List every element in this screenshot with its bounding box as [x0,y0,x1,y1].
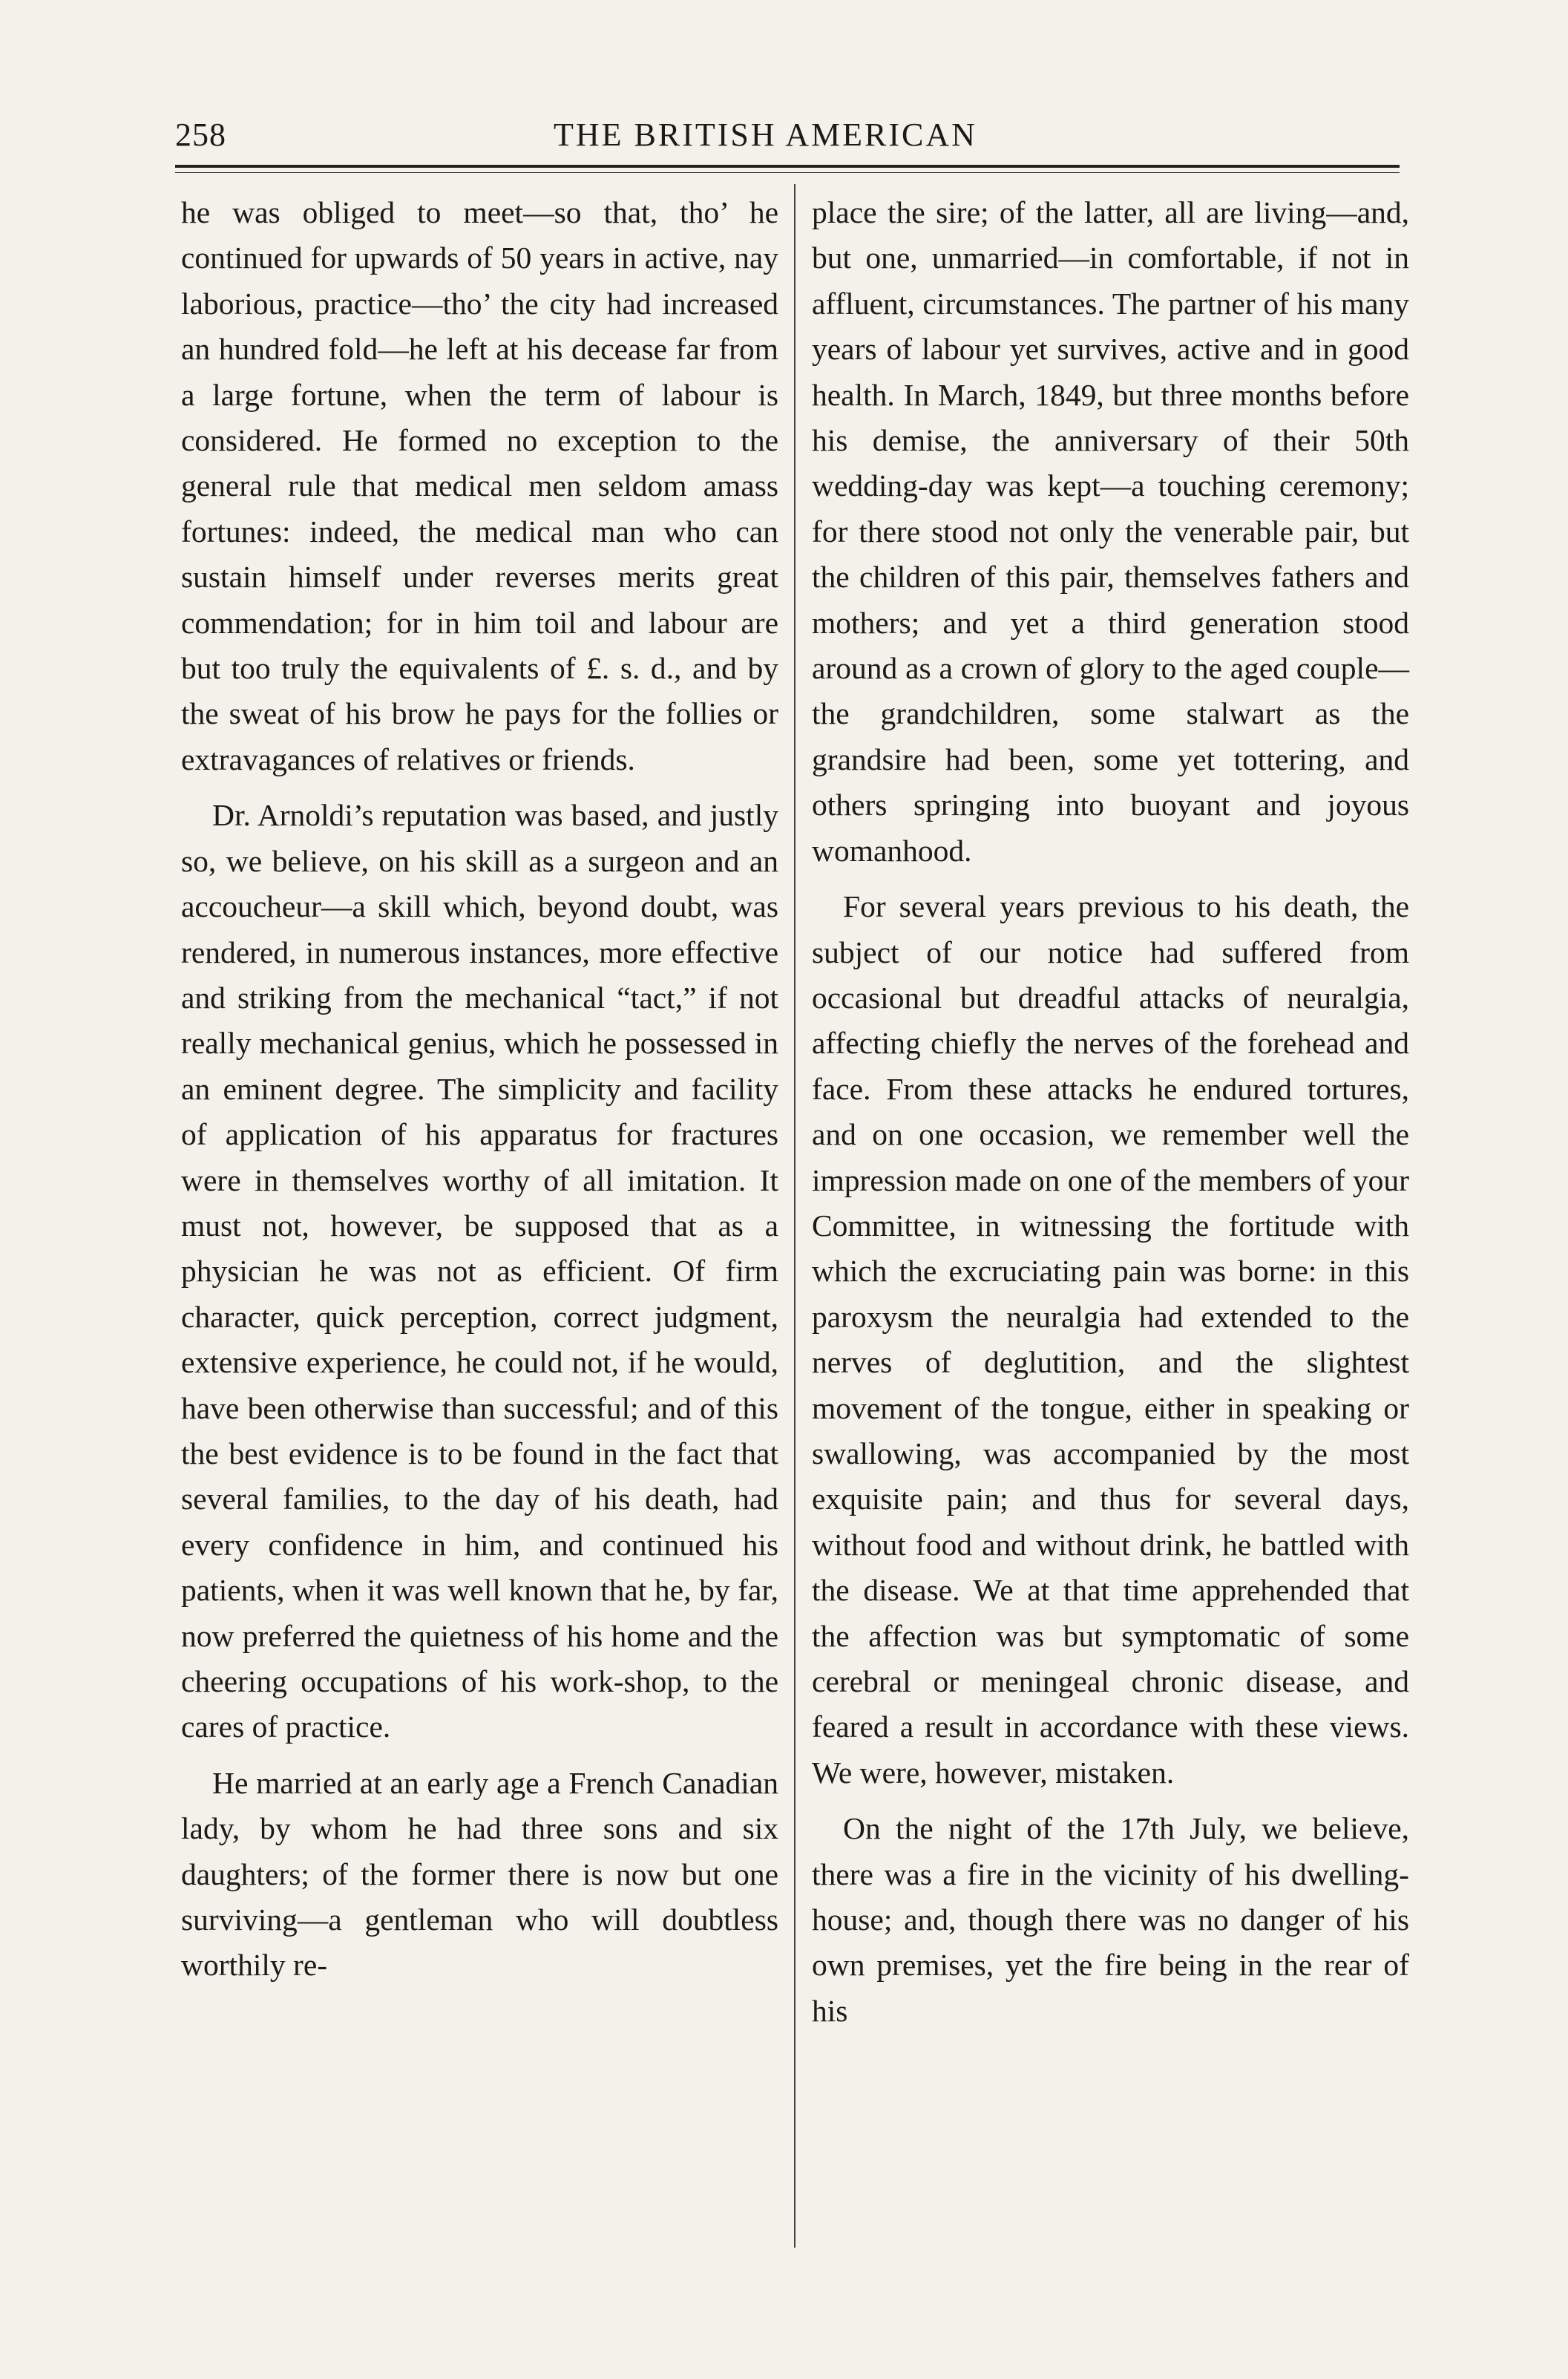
right-column [812,190,1409,2044]
right-paragraph-2: For several years previous to his death, the subject of our notice had suffered from occasional but dreadful attacks of neuralgia, affecting chiefly the nerves of the forehead and face. From these attacks he endured tortures, and on one occasion, we remember well the impression made on one of the members of your Committee, in witnessing the fortitude with which the excruciating pain was borne: in this paroxysm the neuralgia had extended to the nerves of deglutition, and the slightest movement of the tongue, either in speaking or swallowing, was accompanied by the most exquisite pain; and thus for several days, without food and without drink, he battled with the disease. We at that time apprehended that the affection was but symptomatic of some cerebral or meningeal chronic disease, and feared a result in accordance with these views. We were, however, mistaken. [812,889,1409,1790]
right-paragraph-3: On the night of the 17th July, we believe, there was a fire in the vicinity of his dwelling-house; and, though there was no danger of his own premises, yet the fire being in the rear of his [812,1811,1409,2028]
left-paragraph-2: Dr. Arnoldi’s reputation was based, and justly so, we believe, on his skill as a surgeon and an accoucheur—a skill which, beyond doubt, was rendered, in numerous instances, more effective and striking from the mechanical “tact,” if not really mechanical genius, which he possessed in an eminent degree. The simplicity and facility of application of his apparatus for fractures were in themselves worthy of all imitation. It must not, however, be supposed that as a physician he was not as efficient. Of firm character, quick perception, correct judgment, extensive experience, he could not, if he would, have been otherwise than successful; and of this the best evidence is to be found in the fact that several families, to the day of his death, had every confidence in him, and continued his patients, when it was well known that he, by far, now preferred the quietness of his home and the cheering occupations of his work-shop, to the cares of practice. [181,798,778,1744]
left-paragraph-3: He married at an early age a French Canadian lady, by whom he had three sons and six daughters; of the former there is now but one surviving—a gentleman who will doubtless worthily re- [181,1765,778,1983]
header-rule-thick [175,165,1400,168]
running-title: THE BRITISH AMERICAN [554,117,977,153]
header-rule-thin [175,172,1400,173]
page-header [175,110,1400,162]
right-paragraph-1: place the sire; of the latter, all are living—and, but one, unmarried—in comfortable, if not in affluent, circumstances. The partner of his many years of labour yet survives, active and in good health. In March, 1849, but three months before his demise, the anniversary of their 50th wedding-day was kept—a touching ceremony; for there stood not only the venerable pair, but the children of this pair, themselves fathers and mothers; and yet a third generation stood around as a crown of glory to the aged couple—the grandchildren, some stalwart as the grandsire had been, some yet tottering, and others springing into buoyant and joyous womanhood. [812,195,1409,868]
left-paragraph-1: he was obliged to meet—so that, tho’ he continued for upwards of 50 years in active, nay laborious, practice—tho’ the city had increased an hundred fold—he left at his decease far from a large fortune, when the term of labour is considered. He formed no exception to the general rule that medical men seldom amass fortunes: indeed, the medical man who can sustain himself under reverses merits great commendation; for in him toil and labour are but too truly the equivalents of £. s. d., and by the sweat of his brow he pays for the follies or extravagances of relatives or friends. [181,195,778,776]
column-divider [794,184,796,2248]
page-number: 258 [175,117,226,153]
left-column [181,190,778,1999]
